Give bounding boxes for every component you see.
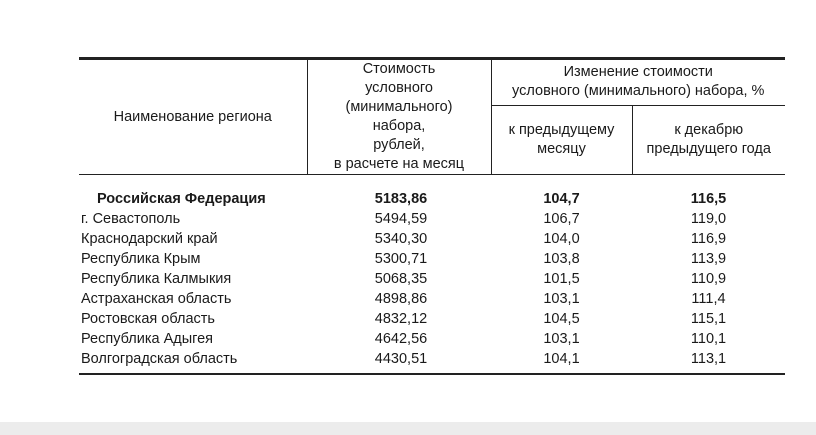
prev-month-value: 106,7: [543, 211, 580, 227]
table-row: [79, 209, 785, 229]
prev-month-value: 104,1: [543, 351, 580, 367]
header-cost-line: в расчете на месяц: [333, 156, 465, 172]
table-row: [79, 329, 785, 349]
prev-month-value: 101,5: [543, 271, 580, 287]
cost-value: 5183,86: [374, 191, 428, 207]
dec-prev-year-value: 116,9: [690, 231, 727, 247]
dec-prev-year-value: 119,0: [690, 211, 727, 227]
header-cost-line: набора,: [372, 118, 426, 134]
region-name: Ростовская область: [81, 311, 215, 327]
table-row: [79, 249, 785, 269]
prev-month-value: 104,7: [543, 191, 580, 207]
prev-month-value: 104,0: [543, 231, 580, 247]
header-prev-month: [491, 105, 632, 174]
cost-value: 4642,56: [374, 331, 428, 347]
table-row: [79, 289, 785, 309]
region-name: Республика Крым: [81, 251, 201, 267]
dec-prev-year-value: 113,9: [690, 251, 727, 267]
prev-month-value: 103,1: [543, 291, 580, 307]
header-cost: [307, 60, 491, 175]
prev-month-value: 104,5: [543, 311, 580, 327]
region-name: Волгоградская область: [81, 351, 238, 367]
header-change-line: условного (минимального) набора, %: [512, 83, 765, 100]
dec-prev-year-value: 110,9: [690, 271, 727, 287]
cost-value: 4898,86: [374, 291, 428, 307]
prev-month-value: 103,1: [543, 331, 580, 347]
table-bottom-rule: [79, 373, 785, 375]
cost-value: 4430,51: [374, 351, 428, 367]
table-row: [79, 229, 785, 249]
cost-value: 4832,12: [374, 311, 428, 327]
header-change: [491, 60, 785, 106]
header-dec-prev-year: [632, 105, 785, 174]
header-prev-month-line: к предыдущему: [508, 121, 615, 138]
table-row: [79, 349, 785, 373]
header-change-line: Изменение стоимости: [563, 64, 713, 81]
page-bottom-strip: [0, 422, 816, 435]
cost-value: 5494,59: [374, 211, 428, 227]
region-name: Российская Федерация: [97, 191, 266, 207]
region-name: г. Севастополь: [81, 211, 181, 227]
table-row-total: [79, 189, 785, 209]
prev-month-value: 103,8: [543, 251, 580, 267]
region-name: Республика Калмыкия: [81, 271, 232, 287]
price-table: [79, 59, 785, 373]
cost-value: 5300,71: [374, 251, 428, 267]
header-prev-month-line: месяцу: [537, 140, 586, 157]
dec-prev-year-value: 111,4: [691, 291, 726, 307]
header-region: Наименование региона: [79, 60, 307, 175]
header-spacer: [79, 175, 785, 190]
header-dec-line: предыдущего года: [646, 140, 771, 157]
price-table-container: [79, 57, 785, 375]
header-cost-line: рублей,: [373, 137, 425, 153]
dec-prev-year-value: 110,1: [690, 331, 727, 347]
dec-prev-year-value: 116,5: [690, 191, 727, 207]
region-name: Республика Адыгея: [81, 331, 214, 347]
header-dec-line: к декабрю: [674, 121, 744, 138]
header-cost-line: Стоимость: [362, 61, 436, 77]
header-cost-line: (минимального): [345, 99, 453, 115]
region-name: Краснодарский край: [81, 231, 218, 247]
header-cost-line: условного: [365, 80, 433, 96]
dec-prev-year-value: 113,1: [690, 351, 727, 367]
cost-value: 5340,30: [374, 231, 428, 247]
dec-prev-year-value: 115,1: [690, 311, 727, 327]
cost-value: 5068,35: [374, 271, 428, 287]
table-row: [79, 309, 785, 329]
table-row: [79, 269, 785, 289]
region-name: Астраханская область: [81, 291, 232, 307]
